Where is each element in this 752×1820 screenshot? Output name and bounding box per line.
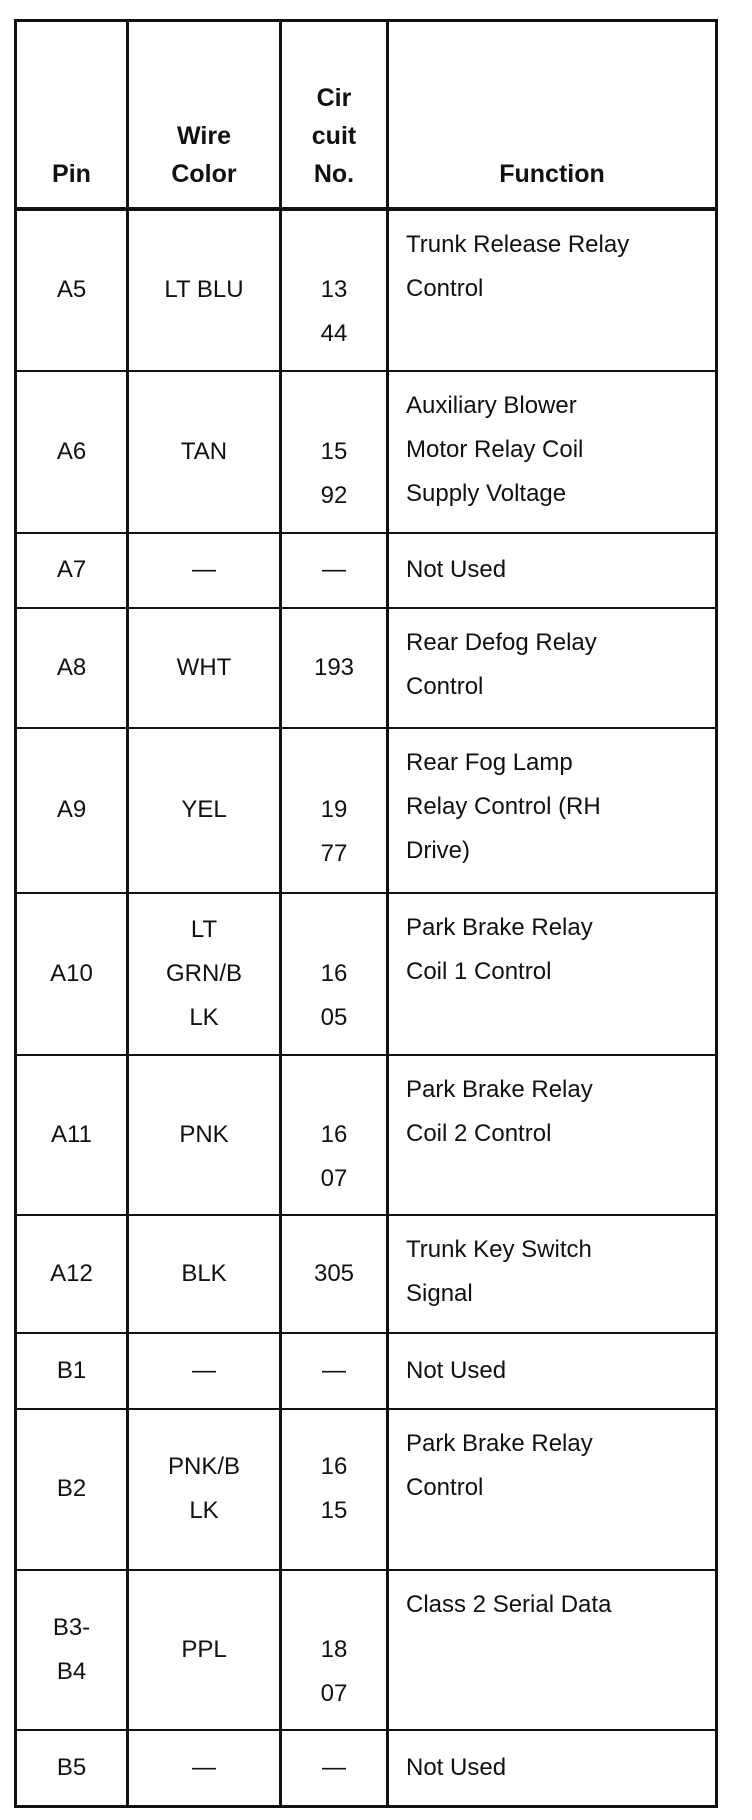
pin-value: A7 (56, 556, 87, 583)
circuit-line: 77 (320, 840, 348, 867)
function-cell (388, 1730, 717, 1807)
circuit-cell (281, 1570, 388, 1730)
circuit-value (321, 744, 348, 876)
table-row (16, 1409, 717, 1570)
function-line: Coil 2 Control (406, 1119, 552, 1147)
pin-value: B1 (56, 1356, 87, 1384)
table-row (16, 728, 717, 893)
circuit-line: 05 (320, 1003, 348, 1031)
wire-color-value: WHT (176, 653, 232, 681)
circuit-line: 15 (320, 1497, 348, 1524)
function-line: Class 2 Serial Data (406, 1590, 612, 1618)
circuit-cell (281, 1215, 388, 1333)
circuit-line: 16 (320, 959, 348, 987)
table-row (16, 1570, 717, 1730)
circuit-cell (281, 893, 388, 1055)
function-line: Control (406, 1473, 484, 1501)
function-line: Control (406, 672, 484, 700)
wire-color-line: PNK/B (167, 1453, 241, 1480)
pin-cell (16, 1730, 128, 1807)
circuit-line: 13 (320, 276, 348, 303)
pin-value: A5 (56, 276, 87, 303)
wire-color-value: — (192, 1753, 216, 1781)
function-line: Supply Voltage (406, 479, 567, 507)
circuit-cell (281, 1333, 388, 1409)
circuit-value (321, 908, 348, 1040)
function-cell (388, 1055, 717, 1215)
pin-cell (16, 1570, 128, 1730)
header-circuit-line-2: cuit (311, 121, 357, 150)
header-function (388, 21, 717, 209)
circuit-value: — (322, 1753, 346, 1781)
pin-cell (16, 728, 128, 893)
wire-color-cell (128, 533, 281, 608)
function-cell (388, 1409, 717, 1570)
circuit-line: 15 (320, 437, 348, 465)
wire-color-cell (128, 1215, 281, 1333)
wire-color-cell (128, 1055, 281, 1215)
wire-color-value: PPL (181, 1635, 227, 1663)
wire-color-cell (128, 209, 281, 371)
pin-cell (16, 209, 128, 371)
pin-cell (16, 371, 128, 533)
function-cell (388, 371, 717, 533)
table-row (16, 533, 717, 608)
header-wire-color-line-2: Color (171, 159, 237, 188)
wire-color-line: LT (190, 915, 218, 943)
pin-value: A9 (56, 796, 87, 823)
wire-color-cell (128, 1409, 281, 1570)
circuit-line: 07 (320, 1164, 348, 1192)
function-line: Not Used (406, 1753, 507, 1781)
circuit-value: 305 (313, 1259, 355, 1287)
pin-cell (16, 533, 128, 608)
circuit-cell (281, 1409, 388, 1570)
wire-color-cell (128, 893, 281, 1055)
pin-value: A8 (56, 653, 87, 681)
function-line: Park Brake Relay (406, 913, 593, 941)
function-line: Motor Relay Coil (406, 435, 584, 463)
function-line: Coil 1 Control (406, 957, 552, 985)
table-row (16, 1333, 717, 1409)
header-function-label: Function (499, 159, 605, 188)
circuit-line: 19 (320, 796, 348, 823)
circuit-cell (281, 728, 388, 893)
circuit-value: — (322, 556, 346, 583)
function-line: Trunk Key Switch (406, 1235, 592, 1263)
circuit-line: 44 (320, 320, 348, 347)
function-line: Rear Defog Relay (406, 628, 597, 656)
wire-color-value: PNK (179, 1120, 229, 1148)
wire-color-value: YEL (181, 796, 227, 823)
wire-color-value: — (192, 1356, 216, 1384)
wire-color-line: GRN/B (165, 959, 242, 987)
header-pin-label: Pin (52, 159, 91, 188)
table-row (16, 1215, 717, 1333)
pin-cell (16, 1215, 128, 1333)
function-line: Not Used (406, 1356, 507, 1384)
function-cell (388, 728, 717, 893)
circuit-cell (281, 533, 388, 608)
pin-cell (16, 1055, 128, 1215)
function-line: Drive) (406, 836, 470, 864)
function-line: Signal (406, 1279, 473, 1307)
table-row (16, 608, 717, 728)
header-circuit-no (281, 21, 388, 209)
wire-color-value: — (192, 556, 216, 583)
function-line: Not Used (406, 556, 507, 583)
wire-color-line: LK (189, 1003, 219, 1031)
circuit-value (321, 386, 348, 518)
header-pin (16, 21, 128, 209)
circuit-cell (281, 1055, 388, 1215)
function-cell (388, 533, 717, 608)
circuit-value: 193 (313, 653, 355, 681)
wire-color-cell (128, 371, 281, 533)
pin-cell (16, 1409, 128, 1570)
circuit-value (321, 1445, 348, 1533)
pin-line: B4 (56, 1657, 87, 1685)
pin-value: B2 (56, 1475, 87, 1502)
header-row (16, 21, 717, 209)
pin-value: A10 (50, 959, 93, 987)
wire-color-value: BLK (181, 1259, 227, 1287)
circuit-cell (281, 1730, 388, 1807)
table-body (16, 209, 717, 1807)
wire-color-value: LT BLU (164, 276, 244, 303)
pin-cell (16, 1333, 128, 1409)
circuit-line: 07 (320, 1679, 348, 1707)
table-row (16, 1055, 717, 1215)
function-line: Auxiliary Blower (406, 391, 577, 419)
function-cell (388, 893, 717, 1055)
function-line: Park Brake Relay (406, 1429, 593, 1457)
circuit-line: 92 (320, 481, 348, 509)
function-cell (388, 209, 717, 371)
wire-color-cell (128, 1570, 281, 1730)
header-wire-color-line-1: Wire (177, 121, 231, 150)
circuit-line: 16 (320, 1120, 348, 1148)
function-line: Rear Fog Lamp (406, 748, 573, 776)
connector-pinout-table (14, 19, 718, 1808)
pin-cell (16, 608, 128, 728)
function-line: Park Brake Relay (406, 1075, 593, 1103)
connector-pinout-table-wrapper (14, 19, 718, 1808)
pin-value: A11 (51, 1120, 92, 1148)
header-circuit-line-1: Cir (316, 83, 352, 112)
header-wire-color (128, 21, 281, 209)
function-cell (388, 1215, 717, 1333)
function-cell (388, 1333, 717, 1409)
table-row (16, 371, 717, 533)
wire-color-cell (128, 1333, 281, 1409)
pin-value: A6 (56, 437, 87, 465)
function-line: Control (406, 274, 484, 302)
circuit-value (321, 1584, 348, 1716)
circuit-line: 18 (320, 1635, 348, 1663)
circuit-cell (281, 608, 388, 728)
function-line: Trunk Release Relay (406, 230, 630, 258)
circuit-value (321, 224, 348, 356)
table-header (16, 21, 717, 209)
wire-color-cell (128, 728, 281, 893)
wire-color-cell (128, 1730, 281, 1807)
header-circuit-line-3: No. (313, 159, 355, 188)
wire-color-cell (128, 608, 281, 728)
circuit-line: 16 (320, 1453, 348, 1480)
circuit-cell (281, 209, 388, 371)
table-row (16, 209, 717, 371)
circuit-value: — (322, 1356, 346, 1384)
table-row (16, 1730, 717, 1807)
pin-cell (16, 893, 128, 1055)
table-row (16, 893, 717, 1055)
pin-value: B5 (56, 1753, 87, 1781)
wire-color-line: LK (189, 1497, 219, 1524)
circuit-value (321, 1069, 348, 1201)
circuit-cell (281, 371, 388, 533)
function-line: Relay Control (RH (406, 792, 601, 820)
pin-line: B3- (52, 1613, 91, 1641)
function-cell (388, 608, 717, 728)
pin-value: A12 (50, 1259, 93, 1287)
wire-color-value: TAN (180, 437, 228, 465)
function-cell (388, 1570, 717, 1730)
